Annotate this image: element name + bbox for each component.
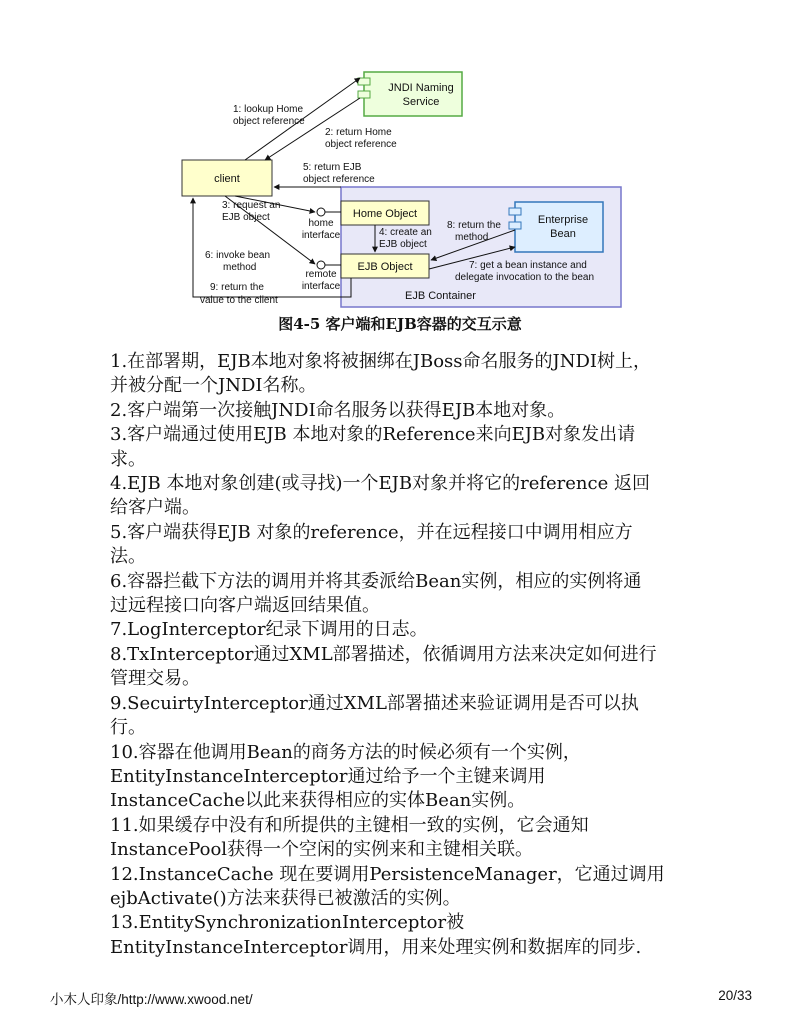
step5-label-line1: 5: return EJB <box>303 162 362 173</box>
text-line: 2.客户端第一次接触JNDI命名服务以获得EJB本地对象。 <box>110 399 566 421</box>
jndi-label-line2: Service <box>402 96 440 108</box>
step8-label-line1: 8: return the <box>447 220 501 231</box>
text-line: InstanceCache以此来获得相应的实体Bean实例。 <box>110 790 526 812</box>
text-line: 11.如果缓存中没有和所提供的主键相一致的实例，它会通知 <box>110 814 589 836</box>
jndi-component-tab <box>358 91 370 98</box>
text-line: 4.EJB 本地对象创建(或寻找)一个EJB对象并将它的reference 返回 <box>110 473 650 495</box>
step8-label-line2: method <box>455 232 489 243</box>
text-line: 法。 <box>110 546 146 568</box>
jndi-component-tab <box>358 78 370 85</box>
remote-interface-label-line1: remote <box>305 269 337 280</box>
step1-label-line2: object reference <box>233 116 305 127</box>
step9-label-line2: value to the client <box>200 295 278 306</box>
text-line: 过远程接口向客户端返回结果值。 <box>110 595 380 617</box>
text-line: 8.TxInterceptor通过XML部署描述，依循调用方法来决定如何进行 <box>110 643 657 665</box>
text-line: 7.LogInterceptor纪录下调用的日志。 <box>110 619 428 641</box>
home-interface-socket <box>317 208 325 216</box>
client-label: client <box>214 173 240 185</box>
text-line: 12.InstanceCache 现在要调用PersistenceManager，它通过调用 <box>110 863 665 885</box>
enterprise-bean-box <box>515 202 603 252</box>
step3-label-line2: EJB object <box>222 212 270 223</box>
body-text <box>110 350 740 960</box>
text-line: 13.EntitySynchronizationInterceptor被 <box>110 912 465 934</box>
jndi-service-box <box>364 72 462 116</box>
text-line: 10.容器在他调用Bean的商务方法的时候必须有一个实例， <box>110 741 581 763</box>
text-line: 1.在部署期，EJB本地对象将被捆绑在JBoss命名服务的JNDI树上， <box>110 351 652 372</box>
text-line: ejbActivate()方法来获得已被激活的实例。 <box>110 887 461 909</box>
remote-interface-socket <box>317 261 325 269</box>
text-line: 9.SecuirtyInterceptor通过XML部署描述来验证调用是否可以执 <box>110 692 639 714</box>
text-line: 并被分配一个JNDI名称。 <box>110 375 317 397</box>
step6-label-line1: 6: invoke bean <box>205 250 271 261</box>
step7-label-line1: 7: get a bean instance and <box>469 260 587 271</box>
step4-label-line1: 4: create an <box>379 227 432 238</box>
footer-site-link[interactable]: 小木人印象/http://www.xwood.net/ <box>50 992 253 1007</box>
jndi-label-line1: JNDI Naming <box>388 82 454 94</box>
step9-label-line1: 9: return the <box>210 282 264 293</box>
step5-label-line2: object reference <box>303 174 375 185</box>
text-line: 行。 <box>110 717 146 739</box>
step7-label-line2: delegate invocation to the bean <box>455 272 594 283</box>
enterprise-bean-label-line1: Enterprise <box>537 214 589 226</box>
ejb-object-label: EJB Object <box>357 261 413 273</box>
text-line: 3.客户端通过使用EJB 本地对象的Reference来向EJB对象发出请 <box>110 424 636 446</box>
text-line: 5.客户端获得EJB 对象的reference，并在远程接口中调用相应方 <box>110 521 633 543</box>
text-line: EntityInstanceInterceptor调用，用来处理实例和数据库的同步. <box>110 936 642 958</box>
figure-caption: 图4-5 客户端和EJB容器的交互示意 <box>278 315 522 333</box>
step2-label-line2: object reference <box>325 139 397 150</box>
step3-label-line1: 3: request an <box>222 200 281 211</box>
home-interface-label-line1: home <box>308 218 334 229</box>
ejb-container-label: EJB Container <box>405 290 476 302</box>
page-number: 20/33 <box>718 988 752 1003</box>
step4-label-line2: EJB object <box>379 239 427 250</box>
home-object-label: Home Object <box>352 208 418 220</box>
text-line: InstancePool获得一个空闲的实例来和主键相关联。 <box>110 839 534 861</box>
ejb-interaction-diagram <box>175 62 627 312</box>
bean-component-tab <box>509 208 521 215</box>
text-line: EntityInstanceInterceptor通过给予一个主键来调用 <box>110 765 546 787</box>
bean-component-tab <box>509 222 521 229</box>
step2-label-line1: 2: return Home <box>325 127 392 138</box>
text-line: 求。 <box>110 448 146 470</box>
text-line: 6.容器拦截下方法的调用并将其委派给Bean实例，相应的实例将通 <box>110 570 642 592</box>
home-interface-label-line2: interface <box>301 230 341 241</box>
enterprise-bean-label-line2: Bean <box>550 228 576 240</box>
step1-label-line1: 1: lookup Home <box>233 104 304 115</box>
text-line: 管理交易。 <box>110 668 200 690</box>
step6-label-line2: method <box>223 262 257 273</box>
remote-interface-label-line2: interface <box>301 281 341 292</box>
text-line: 给客户端。 <box>110 497 200 519</box>
